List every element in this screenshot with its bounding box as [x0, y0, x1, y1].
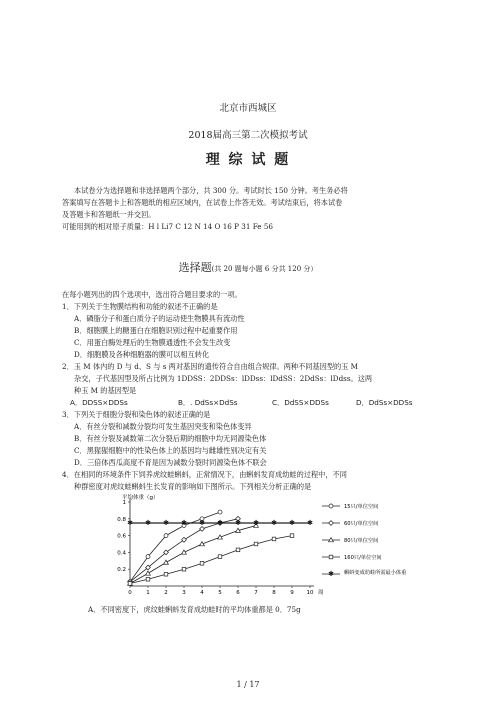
q3-stem: 3．下列关于细胞分裂和染色体的叙述正确的是 — [62, 410, 211, 419]
exam-title: 2018届高三第二次模拟考试 — [188, 130, 308, 141]
legend-marker-1 — [329, 504, 333, 508]
series-4-point — [290, 534, 294, 538]
series-3-point — [164, 560, 169, 564]
intro-line-1: 本试卷分为选择题和非选择题两个部分，共 300 分。考试时长 150 分钟。考生务必将 — [74, 186, 348, 195]
q1-option-b: B．细胞膜上的糖蛋白在细胞识别过程中起重要作用 — [74, 326, 238, 335]
series-5-point: ✱ — [199, 519, 205, 528]
series-4-point — [182, 567, 186, 571]
x-tick-label: 5 — [218, 590, 222, 596]
y-tick-label: 0.6 — [117, 533, 126, 540]
q3-option-c: C．黑猩猩细胞中的性染色体上的基因均与雌雄性别决定有关 — [74, 446, 267, 455]
series-4-point — [146, 577, 150, 581]
x-tick-label: 4 — [200, 590, 204, 596]
q1-stem: 1．下列关于生物膜结构和功能的叙述不正确的是 — [62, 302, 218, 311]
weight-growth-chart — [100, 492, 407, 598]
x-axis-unit: 周 — [318, 590, 324, 596]
series-4-point — [254, 542, 258, 546]
x-tick-label: 6 — [236, 590, 240, 596]
x-tick-label: 10 — [306, 590, 314, 596]
series-3-point — [182, 550, 187, 554]
x-tick-label: 0 — [128, 590, 132, 596]
section-note: (共 20 题每小题 6 分共 120 分） — [211, 265, 318, 273]
q2-option-b: B．. DdSs×DdSs — [178, 398, 238, 407]
series-4-point — [200, 562, 204, 566]
x-tick-label: 1 — [146, 590, 150, 596]
legend-label-5: 蝌蚪变成幼蛙所需最小体重 — [344, 570, 407, 576]
series-5-point: ✱ — [271, 519, 277, 528]
y-tick-label: 1 — [122, 500, 126, 506]
q1-option-d: D．细胞膜及各种细胞器的膜可以相互转化 — [74, 350, 210, 359]
page-number: 1 / 17 — [236, 680, 260, 689]
series-5-point: ✱ — [127, 519, 133, 528]
legend-label-4: 160只/单位空间 — [344, 555, 382, 561]
q2-option-a: A．DDSS×DDSs — [70, 398, 128, 407]
q1-option-a: A．磷脂分子和蛋白质分子的运动使生物膜具有流动性 — [74, 314, 245, 323]
q2-stem-1: 2．玉 M 体内的 D 与 d、S 与 s 两对基因的遗传符合自由组合规律。两种不同基因型的玉 M — [62, 362, 359, 371]
section-title: 选择题 — [178, 261, 212, 274]
y-tick-label: 0.2 — [117, 567, 126, 574]
legend-marker-5: ✱ — [328, 570, 334, 579]
series-5-point: ✱ — [253, 519, 259, 528]
legend-label-3: 80只/单位空间 — [344, 538, 379, 544]
series-5-point: ✱ — [307, 519, 313, 528]
series-2-point — [182, 537, 187, 542]
series-4-point — [236, 548, 240, 552]
atomic-masses: 可能用到的相对原子质量：H l Li7 C 12 N 14 O 16 P 31 Fe 56 — [62, 222, 273, 231]
q4-stem-2: 种群密度对虎纹蛙蝌蚪生长发育的影响如下图所示。下列相关分析正确的是 — [74, 482, 312, 491]
x-tick-label: 2 — [164, 590, 168, 596]
q3-option-b: B．有丝分裂及减数第二次分裂后期的细胞中均无同源染色体 — [74, 434, 267, 443]
x-tick-label: 7 — [254, 590, 258, 596]
legend-label-1: 15只/单位空间 — [344, 504, 379, 510]
series-1-point — [146, 555, 150, 559]
q4-stem-1: 4．在相同的环境条件下饲养虎纹蛙蝌蚪，正常情况下，由蝌蚪发育成幼蛙的过程中，不同 — [62, 470, 347, 479]
q1-option-c: C．用蛋白酶处理后的生物膜通透性不会发生改变 — [74, 338, 231, 347]
q2-stem-2: 杂交，子代基因型及所占比例为 1DDSS：2DDSs：lDDss：lDdSS：2DdSs：lDdss。这两 — [74, 374, 373, 383]
x-tick-label: 9 — [290, 590, 294, 596]
q3-option-a: A．有丝分裂和减数分裂均可发生基因突变和染色体变异 — [74, 422, 252, 431]
q2-stem-3: 种玉 M 的基因型是 — [74, 386, 137, 395]
x-tick-label: 8 — [272, 590, 276, 596]
intro-line-2: 答案填写在答题卡上和答题纸的相应区域内，在试卷上作答无效。考试结束后，将本试卷 — [62, 198, 343, 207]
y-tick-label: 0.4 — [117, 550, 126, 557]
y-axis-label: 平均体重（g） — [122, 495, 159, 501]
city-title: 北京市西城区 — [219, 103, 277, 114]
series-4-point — [218, 555, 222, 559]
series-5-point: ✱ — [163, 519, 169, 528]
y-tick-label: 0.8 — [117, 516, 126, 523]
series-5-point: ✱ — [235, 519, 241, 528]
legend-label-2: 60只/单位空间 — [344, 521, 379, 527]
instruction: 在每小题列出的四个选项中，选出符合题目要求的一项。 — [62, 290, 242, 299]
section-heading — [0, 256, 496, 275]
series-5-point: ✱ — [145, 519, 151, 528]
q4-option-a: A．不同密度下，虎纹蛙蝌蚪发育成幼蛙时的平均体重都是 0．75g — [88, 605, 301, 614]
subject-title: 理 综 试 题 — [205, 152, 291, 168]
series-1-point — [218, 510, 222, 514]
series-3-point — [146, 571, 151, 575]
series-1-point — [164, 534, 168, 538]
series-4-point — [164, 572, 168, 576]
x-tick-label: 3 — [182, 590, 186, 596]
legend-marker-2 — [329, 521, 334, 526]
q3-option-d: D．三倍体西瓜高度不育是因为减数分裂时同源染色体不联会 — [74, 458, 267, 467]
series-4-point — [272, 537, 276, 541]
series-5-point: ✱ — [181, 519, 187, 528]
series-4-point — [128, 582, 132, 586]
intro-line-3: 及答题卡和答题纸一并交回。 — [62, 210, 156, 219]
series-5-point: ✱ — [217, 519, 223, 528]
legend-marker-4 — [329, 555, 333, 559]
q2-option-d: D．DdSs×DDSs — [356, 398, 413, 407]
series-line-4 — [130, 536, 292, 584]
q2-option-c: C．DdSS×DDSs — [272, 398, 329, 407]
series-5-point: ✱ — [289, 519, 295, 528]
